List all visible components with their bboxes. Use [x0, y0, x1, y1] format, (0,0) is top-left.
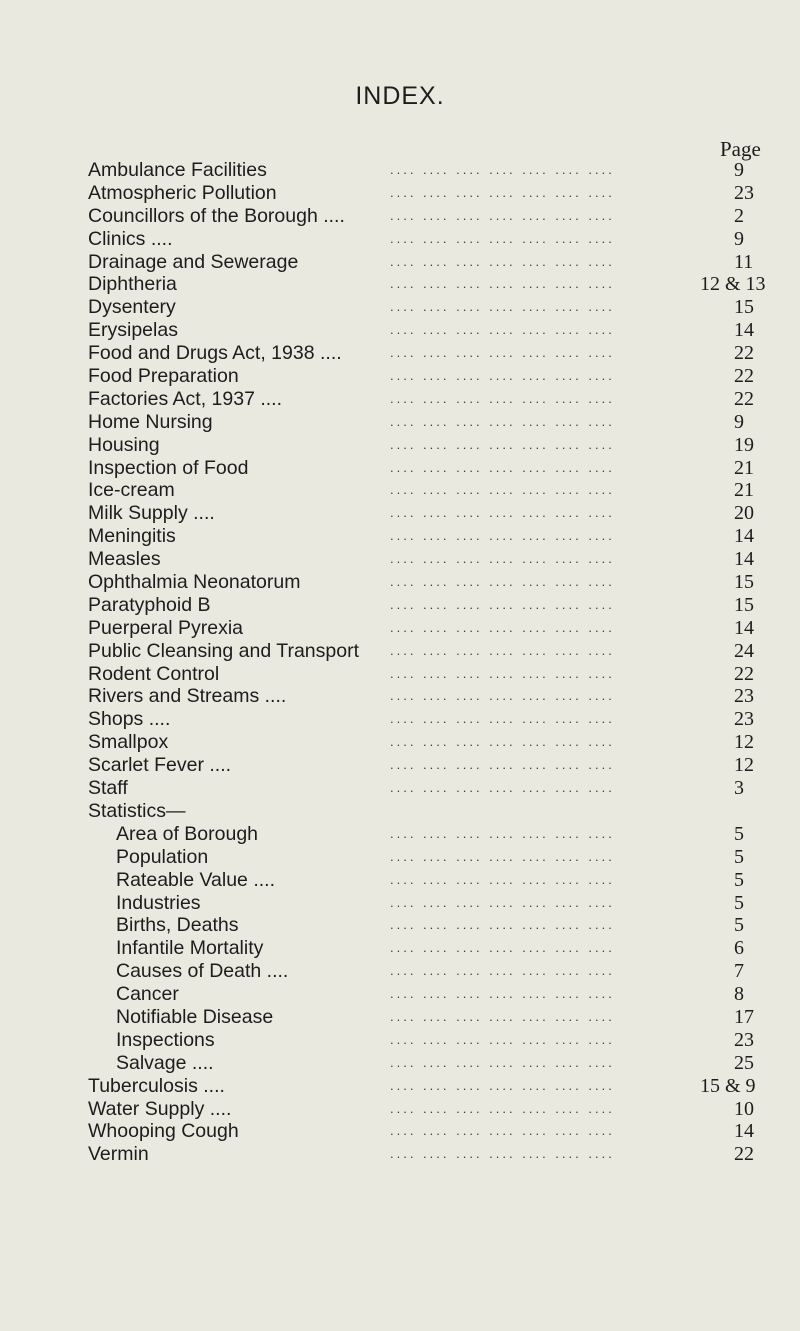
entry-label: Population: [116, 845, 209, 868]
entry-page-number: 23: [734, 685, 754, 708]
index-entry: [0, 159, 800, 182]
entry-page-number: 5: [734, 914, 744, 937]
entry-label: Housing: [88, 433, 160, 456]
index-entry: [0, 1098, 800, 1121]
entry-page-number: 12: [734, 731, 754, 754]
entry-label: Inspection of Food: [88, 456, 249, 479]
index-entry: [0, 663, 800, 686]
index-entry: [0, 365, 800, 388]
entry-label: Cancer: [116, 983, 179, 1006]
index-entry: [0, 457, 800, 480]
leader-dots: .... .... .... .... .... .... ....: [390, 276, 615, 292]
leader-dots: .... .... .... .... .... .... ....: [390, 1100, 615, 1116]
index-entry: [0, 754, 800, 777]
index-entry: [0, 731, 800, 754]
index-entry: [0, 823, 800, 846]
index-entry: [0, 892, 800, 915]
leader-dots: .... .... .... .... .... .... ....: [390, 253, 615, 269]
leader-dots: .... .... .... .... .... .... ....: [390, 780, 615, 796]
leader-dots: .... .... .... .... .... .... ....: [390, 574, 615, 590]
entry-label: Erysipelas: [88, 319, 178, 342]
index-entry: [0, 914, 800, 937]
entry-page-number: 14: [734, 1120, 754, 1143]
entry-label: Paratyphoid B: [88, 593, 211, 616]
entry-label: Ophthalmia Neonatorum: [88, 571, 301, 594]
entry-label: Factories Act, 1937 ....: [88, 387, 283, 410]
entry-page-number: 21: [734, 456, 754, 479]
index-list: [0, 159, 800, 1166]
entry-label: Staff: [88, 777, 128, 800]
leader-dots: .... .... .... .... .... .... ....: [390, 1054, 615, 1070]
leader-dots: .... .... .... .... .... .... ....: [390, 734, 615, 750]
entry-page-number: 22: [734, 342, 754, 365]
leader-dots: .... .... .... .... .... .... ....: [390, 711, 615, 727]
entry-label: Tuberculosis ....: [88, 1074, 225, 1097]
entry-page-number: 15: [734, 296, 754, 319]
leader-dots: .... .... .... .... .... .... ....: [390, 1008, 615, 1024]
entry-label: Rateable Value ....: [116, 868, 275, 891]
index-entry: [0, 1029, 800, 1052]
entry-page-number: 5: [734, 822, 744, 845]
leader-dots: .... .... .... .... .... .... ....: [390, 162, 615, 177]
entry-label: Meningitis: [88, 525, 176, 548]
entry-label: Area of Borough: [116, 822, 259, 845]
leader-dots: .... .... .... .... .... .... ....: [390, 871, 615, 887]
page-column-header: Page: [720, 137, 761, 161]
entry-page-number: 9: [734, 227, 744, 250]
index-entry: [0, 479, 800, 502]
entry-page-number: 9: [734, 410, 744, 433]
entry-page-number: 22: [734, 662, 754, 685]
leader-dots: .... .... .... .... .... .... ....: [390, 436, 615, 452]
index-entry: [0, 617, 800, 640]
leader-dots: .... .... .... .... .... .... ....: [390, 642, 615, 658]
entry-label: Puerperal Pyrexia: [88, 616, 243, 639]
entry-page-number: 22: [734, 1143, 754, 1166]
entry-page-number: 14: [734, 525, 754, 548]
leader-dots: .... .... .... .... .... .... ....: [390, 825, 615, 841]
leader-dots: .... .... .... .... .... .... ....: [390, 894, 615, 910]
entry-label: Rodent Control: [88, 662, 220, 685]
index-entry: [0, 182, 800, 205]
leader-dots: .... .... .... .... .... .... ....: [390, 940, 615, 956]
entry-label: Clinics ....: [88, 227, 173, 250]
entry-label: Statistics—: [88, 799, 186, 822]
index-entry: [0, 937, 800, 960]
leader-dots: .... .... .... .... .... .... ....: [390, 368, 615, 384]
index-entry: [0, 411, 800, 434]
index-entry: [0, 708, 800, 731]
entry-label: Ice-cream: [88, 479, 175, 502]
entry-page-number: 15: [734, 571, 754, 594]
leader-dots: .... .... .... .... .... .... ....: [390, 848, 615, 864]
leader-dots: .... .... .... .... .... .... ....: [390, 665, 615, 681]
leader-dots: .... .... .... .... .... .... ....: [390, 413, 615, 429]
leader-dots: .... .... .... .... .... .... ....: [390, 184, 615, 200]
entry-page-number: 8: [734, 983, 744, 1006]
entry-label: Whooping Cough: [88, 1120, 239, 1143]
entry-page-number: 22: [734, 365, 754, 388]
entry-page-number: 14: [734, 616, 754, 639]
entry-page-number: 25: [734, 1051, 754, 1074]
entry-label: Dysentery: [88, 296, 176, 319]
index-entry: [0, 548, 800, 571]
entry-label: Atmospheric Pollution: [88, 181, 277, 204]
entry-label: Smallpox: [88, 731, 169, 754]
leader-dots: .... .... .... .... .... .... ....: [390, 917, 615, 933]
index-entry: [0, 388, 800, 411]
entry-page-number: 6: [734, 937, 744, 960]
index-entry: [0, 228, 800, 251]
index-entry: [0, 273, 800, 296]
index-entry: [0, 1052, 800, 1075]
entry-page-number: 14: [734, 319, 754, 342]
leader-dots: .... .... .... .... .... .... ....: [390, 322, 615, 338]
entry-label: Causes of Death ....: [116, 960, 289, 983]
entry-label: Industries: [116, 891, 201, 914]
entry-label: Food and Drugs Act, 1938 ....: [88, 342, 342, 365]
entry-page-number: 5: [734, 868, 744, 891]
index-entry: [0, 869, 800, 892]
index-entry: [0, 434, 800, 457]
entry-page-number: 20: [734, 502, 754, 525]
leader-dots: .... .... .... .... .... .... ....: [390, 551, 615, 567]
entry-label: Scarlet Fever ....: [88, 754, 232, 777]
leader-dots: .... .... .... .... .... .... ....: [390, 963, 615, 979]
entry-label: Inspections: [116, 1028, 215, 1051]
leader-dots: .... .... .... .... .... .... ....: [390, 1123, 615, 1139]
leader-dots: .... .... .... .... .... .... ....: [390, 596, 615, 612]
index-entry: [0, 1075, 800, 1098]
index-entry: [0, 251, 800, 274]
entry-page-number: 23: [734, 708, 754, 731]
entry-label: Infantile Mortality: [116, 937, 264, 960]
entry-page-number: 5: [734, 845, 744, 868]
index-entry: [0, 571, 800, 594]
index-entry: [0, 685, 800, 708]
leader-dots: .... .... .... .... .... .... ....: [390, 688, 615, 704]
index-entry: [0, 800, 800, 823]
entry-page-number: 14: [734, 548, 754, 571]
entry-page-number: 19: [734, 433, 754, 456]
entry-label: Births, Deaths: [116, 914, 239, 937]
entry-label: Shops ....: [88, 708, 171, 731]
index-entry: [0, 502, 800, 525]
entry-label: Water Supply ....: [88, 1097, 232, 1120]
entry-page-number: 24: [734, 639, 754, 662]
entry-label: Milk Supply ....: [88, 502, 215, 525]
leader-dots: .... .... .... .... .... .... ....: [390, 1031, 615, 1047]
entry-page-number: 2: [734, 204, 744, 227]
entry-page-number: 22: [734, 387, 754, 410]
index-entry: [0, 1120, 800, 1143]
leader-dots: .... .... .... .... .... .... ....: [390, 986, 615, 1002]
entry-label: Ambulance Facilities: [88, 159, 267, 181]
index-entry: [0, 1006, 800, 1029]
entry-page-number: 23: [734, 181, 754, 204]
entry-label: Diphtheria: [88, 273, 177, 296]
leader-dots: .... .... .... .... .... .... ....: [390, 345, 615, 361]
leader-dots: .... .... .... .... .... .... ....: [390, 299, 615, 315]
entry-page-number: 17: [734, 1005, 754, 1028]
entry-page-number: 9: [734, 159, 744, 181]
leader-dots: .... .... .... .... .... .... ....: [390, 619, 615, 635]
index-entry: [0, 319, 800, 342]
index-entry: [0, 525, 800, 548]
index-entry: [0, 983, 800, 1006]
entry-page-number: 10: [734, 1097, 754, 1120]
entry-label: Rivers and Streams ....: [88, 685, 287, 708]
entry-label: Public Cleansing and Transport: [88, 639, 359, 662]
index-title: INDEX.: [355, 82, 445, 110]
entry-page-number: 15 & 9: [700, 1074, 756, 1097]
leader-dots: .... .... .... .... .... .... ....: [390, 207, 615, 223]
leader-dots: .... .... .... .... .... .... ....: [390, 528, 615, 544]
leader-dots: .... .... .... .... .... .... ....: [390, 482, 615, 498]
leader-dots: .... .... .... .... .... .... ....: [390, 757, 615, 773]
index-entry: [0, 205, 800, 228]
entry-label: Measles: [88, 548, 161, 571]
entry-page-number: 3: [734, 777, 744, 800]
entry-page-number: 21: [734, 479, 754, 502]
index-entry: [0, 777, 800, 800]
entry-page-number: 15: [734, 593, 754, 616]
entry-label: Salvage ....: [116, 1051, 214, 1074]
entry-page-number: 7: [734, 960, 744, 983]
index-entry: [0, 1143, 800, 1166]
entry-page-number: 11: [734, 250, 754, 273]
entry-page-number: 23: [734, 1028, 754, 1051]
index-entry: [0, 846, 800, 869]
entry-label: Food Preparation: [88, 365, 239, 388]
entry-label: Drainage and Sewerage: [88, 250, 299, 273]
leader-dots: .... .... .... .... .... .... ....: [390, 230, 615, 246]
leader-dots: .... .... .... .... .... .... ....: [390, 505, 615, 521]
leader-dots: .... .... .... .... .... .... ....: [390, 1146, 615, 1162]
entry-label: Vermin: [88, 1143, 149, 1166]
index-entry: [0, 342, 800, 365]
index-entry: [0, 296, 800, 319]
leader-dots: .... .... .... .... .... .... ....: [390, 1077, 615, 1093]
entry-page-number: 12 & 13: [700, 273, 766, 296]
entry-page-number: 5: [734, 891, 744, 914]
index-entry: [0, 640, 800, 663]
index-entry: [0, 594, 800, 617]
entry-label: Home Nursing: [88, 410, 213, 433]
entry-label: Councillors of the Borough ....: [88, 204, 345, 227]
entry-page-number: 12: [734, 754, 754, 777]
leader-dots: .... .... .... .... .... .... ....: [390, 390, 615, 406]
entry-label: Notifiable Disease: [116, 1005, 274, 1028]
index-entry: [0, 960, 800, 983]
leader-dots: .... .... .... .... .... .... ....: [390, 459, 615, 475]
